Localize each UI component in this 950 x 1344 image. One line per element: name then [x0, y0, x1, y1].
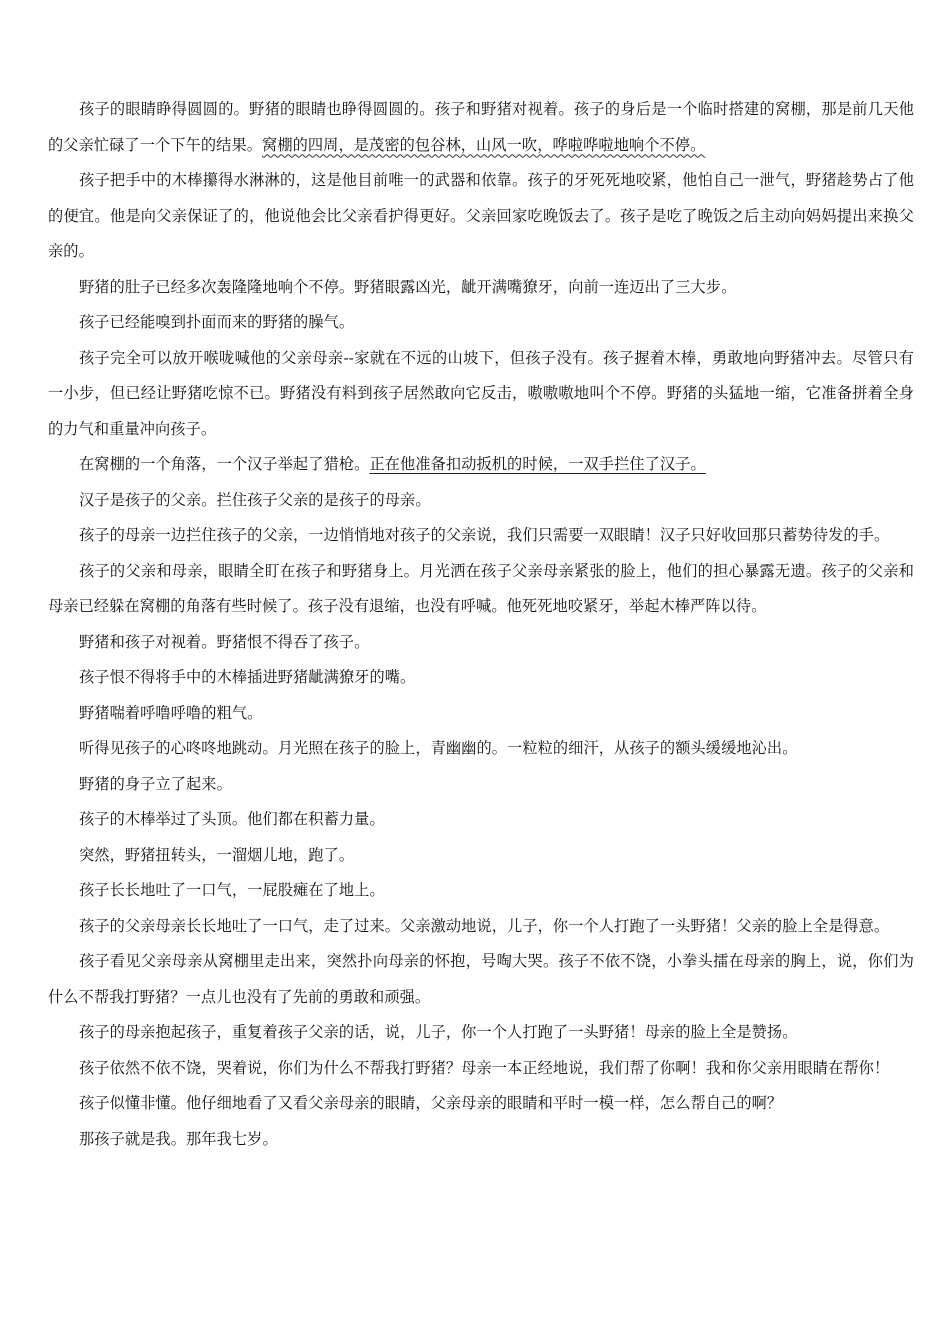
paragraph-14: 野猪的身子立了起来。 — [79, 774, 232, 793]
paragraph-3: 野猪的肚子已经多次轰隆隆地响个不停。野猪眼露凶光，龇开满嘴獠牙，向前一连迈出了三大步。 — [79, 277, 737, 296]
paragraph-12: 野猪喘着呼噜呼噜的粗气。 — [79, 703, 263, 722]
paragraph-1 — [48, 92, 914, 163]
paragraph-15: 孩子的木棒举过了头顶。他们都在积蓄力量。 — [79, 810, 385, 828]
paragraph-10: 野猪和孩子对视着。野猪恨不得吞了孩子。 — [79, 632, 370, 651]
paragraph-text: 在窝棚的一个角落，一个汉子举起了猎枪。 — [79, 455, 370, 473]
paragraph-18: 孩子的父亲母亲长长地吐了一口气，走了过来。父亲激动地说，儿子，你一个人打跑了一头野猪！父亲的脸上全是得意。 — [79, 916, 890, 935]
paragraph-17: 孩子长长地吐了一口气，一屁股瘫在了地上。 — [79, 881, 385, 899]
paragraph-22: 孩子似懂非懂。他仔细地看了又看父亲母亲的眼睛，父亲母亲的眼睛和平时一模一样，怎么帮自己的啊？ — [79, 1094, 783, 1112]
paragraph-5: 孩子完全可以放开喉咙喊他的父亲母亲--家就在不远的山坡下，但孩子没有。孩子握着木棒，勇敢地向野猪冲去。尽管只有一小步，但已经让野猪吃惊不已。野猪没有料到孩子居然敢向它反击，嗷嗷嗷地叫个不停。野猪的头猛地一缩，它准备拼着全身的力气和重量冲向孩子。 — [48, 348, 914, 438]
document-body — [48, 92, 914, 1157]
paragraph-9: 孩子的父亲和母亲，眼睛全盯在孩子和野猪身上。月光洒在孩子父亲母亲紧张的脸上，他们的担心暴露无遗。孩子的父亲和母亲已经躲在窝棚的角落有些时候了。孩子没有退缩，也没有呼喊。他死死地咬紧牙，举起木棒严阵以待。 — [48, 561, 914, 615]
paragraph-21: 孩子依然不依不饶，哭着说，你们为什么不帮我打野猪？母亲一本正经地说，我们帮了你啊！我和你父亲用眼睛在帮你！ — [79, 1058, 890, 1077]
paragraph-8: 孩子的母亲一边拦住孩子的父亲，一边悄悄地对孩子的父亲说，我们只需要一双眼睛！汉子只好收回那只蓄势待发的手。 — [79, 526, 890, 544]
underlined-sentence: 正在他准备扣动扳机的时候，一双手拦住了汉子。 — [369, 455, 706, 473]
paragraph-6 — [48, 447, 914, 483]
paragraph-2: 孩子把手中的木棒攥得水淋淋的，这是他目前唯一的武器和依靠。孩子的牙死死地咬紧，他怕自己一泄气，野猪趁势占了他的便宜。他是向父亲保证了的，他说他会比父亲看护得更好。父亲回家吃晚饭去了。孩子是吃了晚饭之后主动向妈妈提出来换父亲的。 — [48, 171, 914, 260]
paragraph-11: 孩子恨不得将手中的木棒插进野猪龇满獠牙的嘴。 — [79, 668, 416, 686]
paragraph-7: 汉子是孩子的父亲。拦住孩子父亲的是孩子的母亲。 — [79, 490, 431, 509]
paragraph-23: 那孩子就是我。那年我七岁。 — [79, 1129, 278, 1148]
paragraph-16: 突然，野猪扭转头，一溜烟儿地，跑了。 — [79, 845, 355, 864]
paragraph-19: 孩子看见父亲母亲从窝棚里走出来，突然扑向母亲的怀抱，号啕大哭。孩子不依不饶，小拳头擂在母亲的胸上，说，你们为什么不帮我打野猪？一点儿也没有了先前的勇敢和顽强。 — [48, 952, 914, 1006]
paragraph-4: 孩子已经能嗅到扑面而来的野猪的臊气。 — [79, 313, 355, 331]
paragraph-20: 孩子的母亲抱起孩子，重复着孩子父亲的话，说，儿子，你一个人打跑了一头野猪！母亲的脸上全是赞扬。 — [79, 1023, 798, 1041]
paragraph-13: 听得见孩子的心咚咚地跳动。月光照在孩子的脸上，青幽幽的。一粒粒的细汗，从孩子的额头缓缓地沁出。 — [79, 739, 798, 757]
paragraph-text: 孩子的眼睛睁得圆圆的。野猪的眼睛也睁得圆圆的。孩子和野猪对视着。孩子的身后是一个临时搭建的窝棚，那是前几天他的父亲忙碌了一个下午的结果。 — [48, 100, 914, 154]
wavy-underlined-sentence: 窝棚的四周，是茂密的包谷林，山风一吹，哗啦哗啦地响个不停。 — [262, 135, 706, 154]
